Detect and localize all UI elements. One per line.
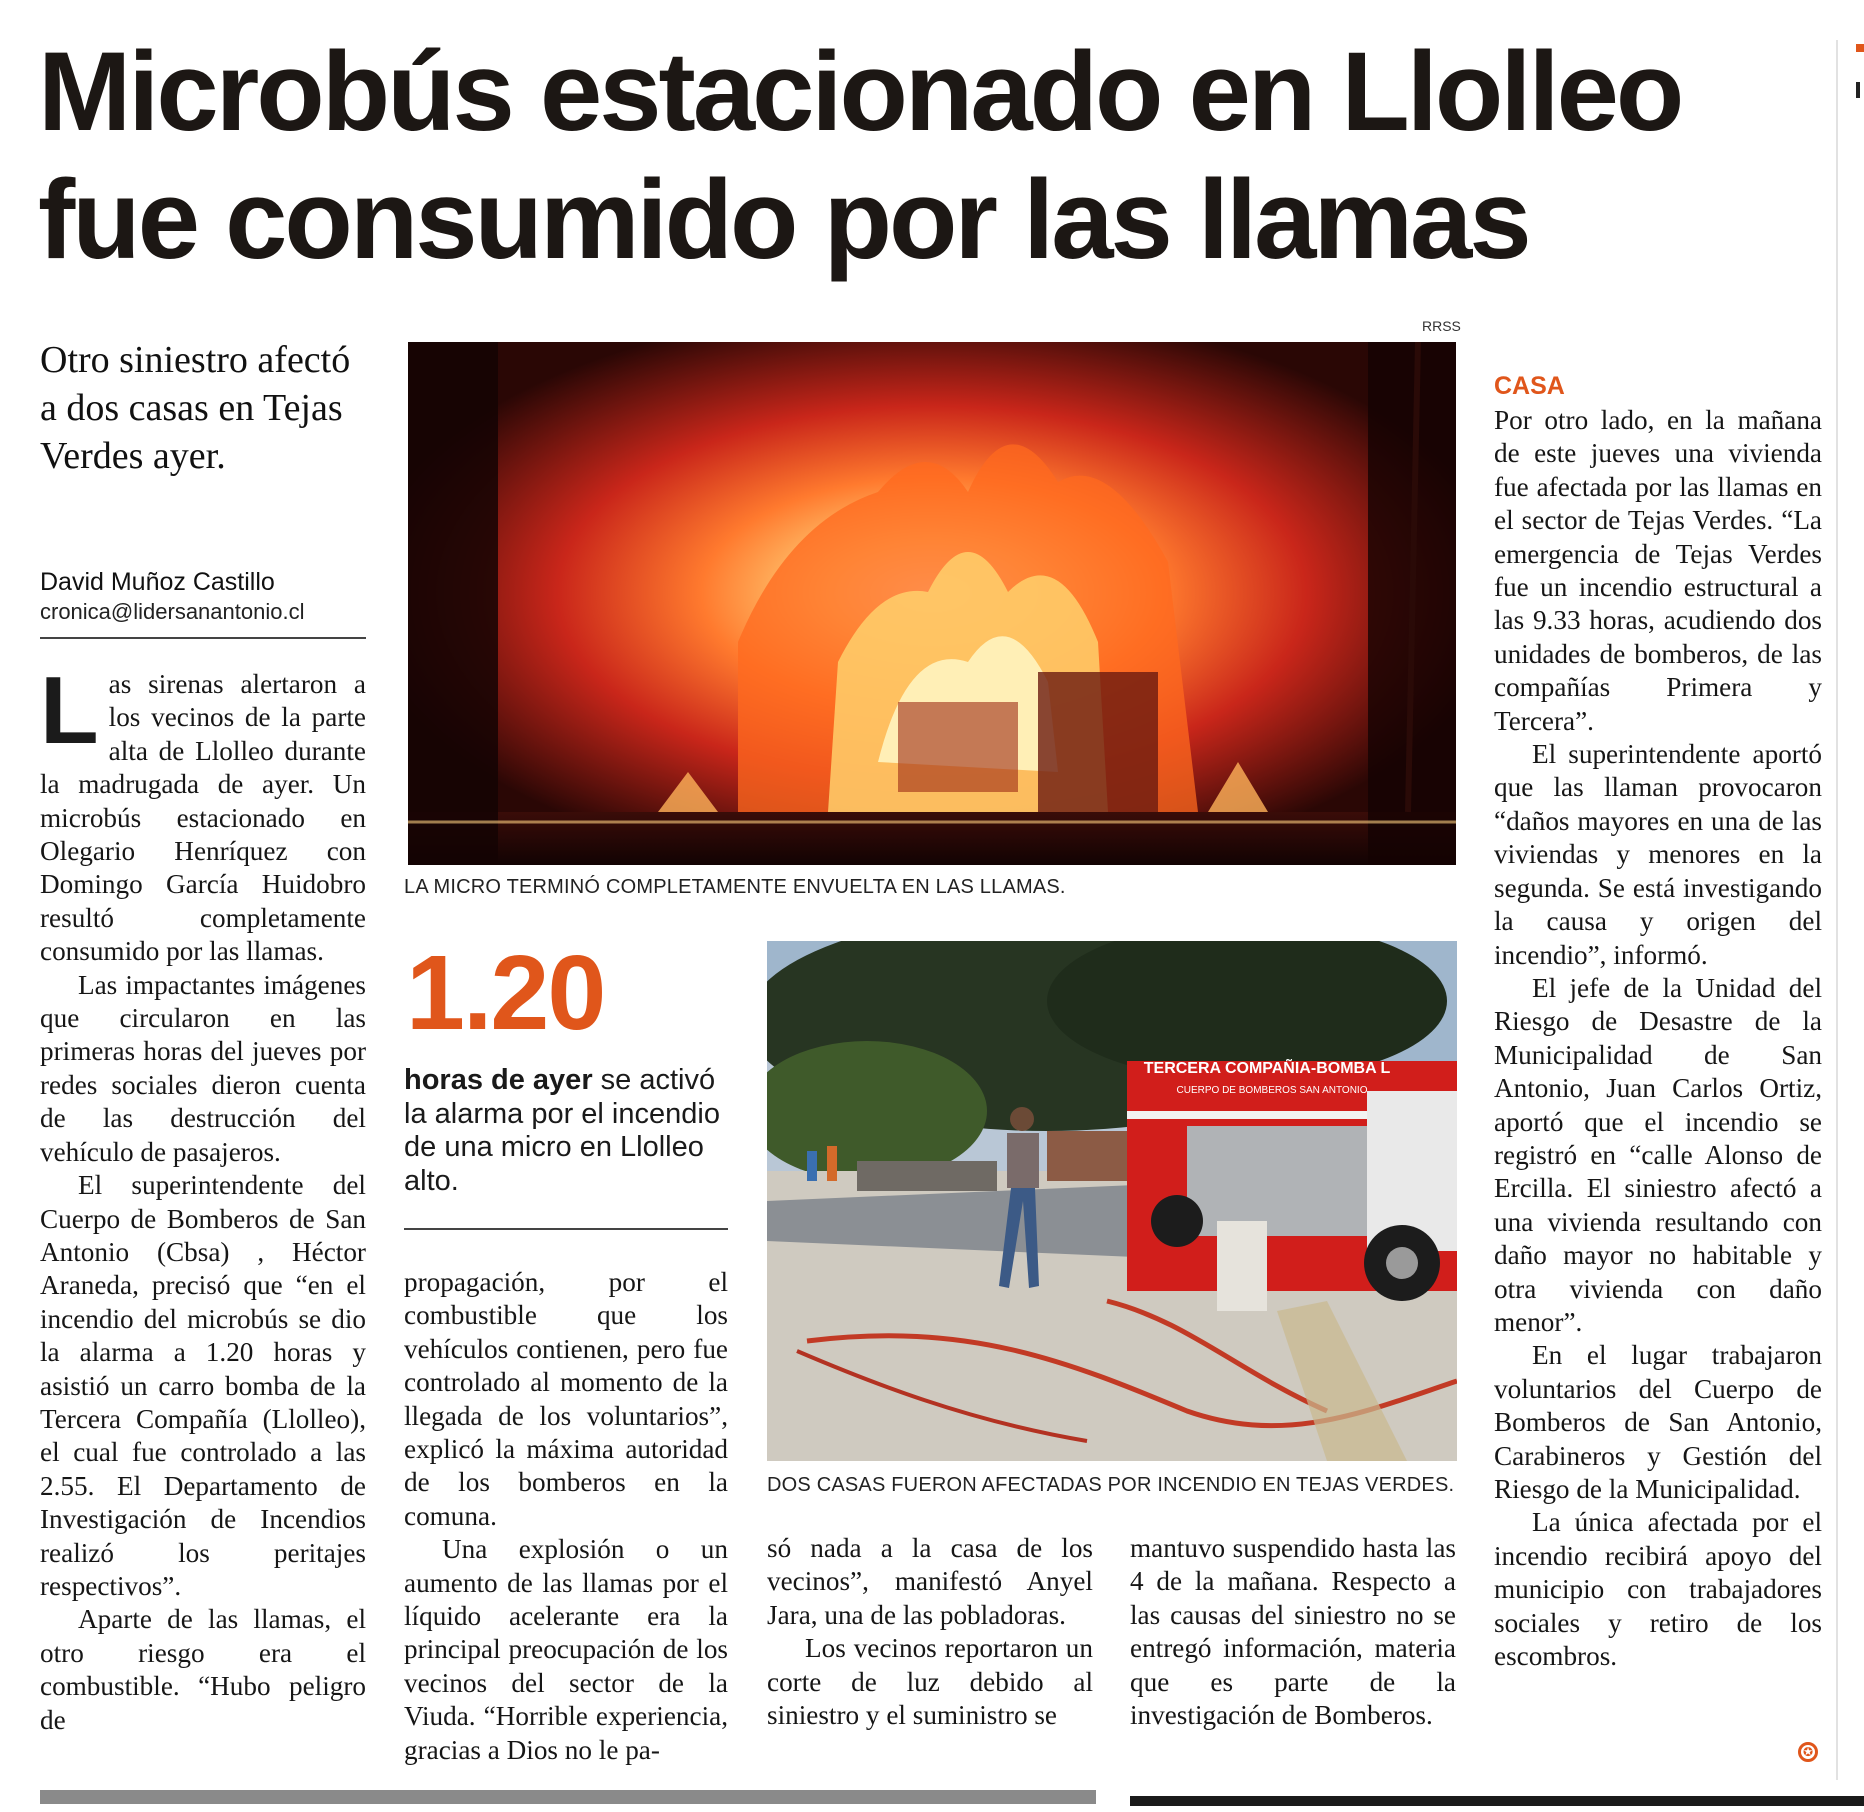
paragraph: La única afectada por el incendio recibirá apoyo del municipio con trabajadores sociales y retiro de los escombros. [1494,1507,1822,1672]
column-5 [1494,404,1822,1673]
author-email: cronica@lidersanantonio.cl [40,599,305,624]
paragraph: En el lugar trabajaron voluntarios del Cuerpo de Bomberos de San Antonio, Carabineros y Gestión del Riesgo de la Municipalidad. [1494,1340,1822,1504]
paragraph [40,657,366,969]
paragraph: só nada a la casa de los vecinos”, manifestó Anyel Jara, una de las pobladoras. [767,1533,1093,1630]
fire-truck [1127,1057,1457,1301]
paragraph: propagación, por el combustible que los vehículos contienen, pero fue controlado al momento de la llegada de los voluntarios”, explicó la máxima autoridad de los bomberos en la comuna. [404,1267,728,1531]
stat-bold-text: horas de ayer [404,1064,593,1096]
paragraph: Una explosión o un aumento de las llamas por el líquido acelerante era la principal preocupación de los vecinos del sector de la Viuda. “Horrible experiencia, gracias a Dios no le pa- [404,1534,728,1765]
photo2-caption: DOS CASAS FUERON AFECTADAS POR INCENDIO EN TEJAS VERDES. [767,1474,1455,1496]
photo1-caption: LA MICRO TERMINÓ COMPLETAMENTE ENVUELTA EN LAS LLAMAS. [404,876,1066,898]
photo-credit: RRSS [1422,318,1461,334]
paragraph: Las impactantes imágenes que circularon en las primeras horas del jueves por redes sociales dieron cuenta de las destrucción del vehículo de pasajeros. [40,969,366,1167]
column-4 [1130,1532,1456,1732]
drop-cap: L [40,657,99,764]
end-mark-icon: ✪ [1798,1742,1818,1762]
stat-description [404,1064,734,1198]
paragraph-text: as sirenas alertaron a los vecinos de la parte alta de Llolleo durante la madrugada de ayer. Un microbús estacionado en Olegario Henríquez con Domingo García Huidobro resultó completamente consumido por las llamas. [40,669,366,967]
page-edge-mark [1856,44,1864,52]
paragraph: Aparte de las llamas, el otro riesgo era el combustible. “Hubo peligro de [40,1604,366,1735]
microbus-fire-photo [408,342,1456,865]
author-name: David Muñoz Castillo [40,568,275,596]
paragraph: El superintendente del Cuerpo de Bomberos de San Antonio (Cbsa) , Héctor Araneda, precisó que “en el incendio del microbús se dio la alarma a 1.20 horas y asistió un carro bomba de la Tercera Compañía (Llolleo), el cual fue controlado a las 2.55. El Departamento de Investigación de Incendios realizó los peritajes respectivos”. [40,1170,366,1601]
stat-text: se activó la alarma por el incendio de una micro en Llolleo alto. [404,1064,720,1197]
tejas-verdes-photo [767,941,1457,1461]
truck-label: TERCERA COMPAÑIA-BOMBA L [1143,1060,1391,1077]
paragraph: mantuvo suspendido hasta las 4 de la mañana. Respecto a las causas del siniestro no se entregó información, materia que es parte de la investigación de Bomberos. [1130,1533,1456,1731]
paragraph: Por otro lado, en la mañana de este jueves una vivienda fue afectada por las llamas en el sector de Tejas Verdes. “La emergencia de Tejas Verdes fue un incendio estructural a las 9.33 horas, acudiendo dos unidades de bomberos, de las compañías Primera y Tercera”. [1494,405,1822,736]
byline-divider [40,637,366,639]
bottom-bar-right [1130,1796,1864,1806]
column-1 [40,657,366,1737]
column-2 [404,1266,728,1767]
column-3 [767,1532,1093,1732]
section-heading-casa: CASA [1494,372,1565,400]
stat-number: 1.20 [406,934,605,1052]
headline-line-1: Microbús estacionado en Llolleo [38,29,1682,154]
deck: Otro siniestro afectó a dos casas en Tejas Verdes ayer. [40,339,351,477]
page-gutter [1836,40,1838,1780]
truck-sublabel: CUERPO DE BOMBEROS SAN ANTONIO [1176,1085,1368,1096]
headline-line-2: fue consumido por las llamas [38,157,1529,282]
paragraph: Los vecinos reportaron un corte de luz debido al siniestro y el suministro se [767,1633,1093,1731]
bottom-bar-left [40,1790,1096,1804]
headline [38,28,1818,284]
byline [40,568,304,625]
paragraph: El jefe de la Unidad del Riesgo de Desastre de la Municipalidad de San Antonio, Juan Carlos Ortiz, aportó que el incendio se registró en “calle Alonso de Ercilla. El siniestro afectó a una vivienda resultando con daño mayor no habitable y otra vivienda con daño menor”. [1494,972,1822,1337]
stat-divider [404,1228,728,1230]
paragraph: El superintendente aportó que las llaman provocaron “daños mayores en una de las viviendas y menores en la segunda. Se está investigando la causa y origen del incendio”, informó. [1494,739,1822,970]
page-edge-mark [1856,82,1860,98]
